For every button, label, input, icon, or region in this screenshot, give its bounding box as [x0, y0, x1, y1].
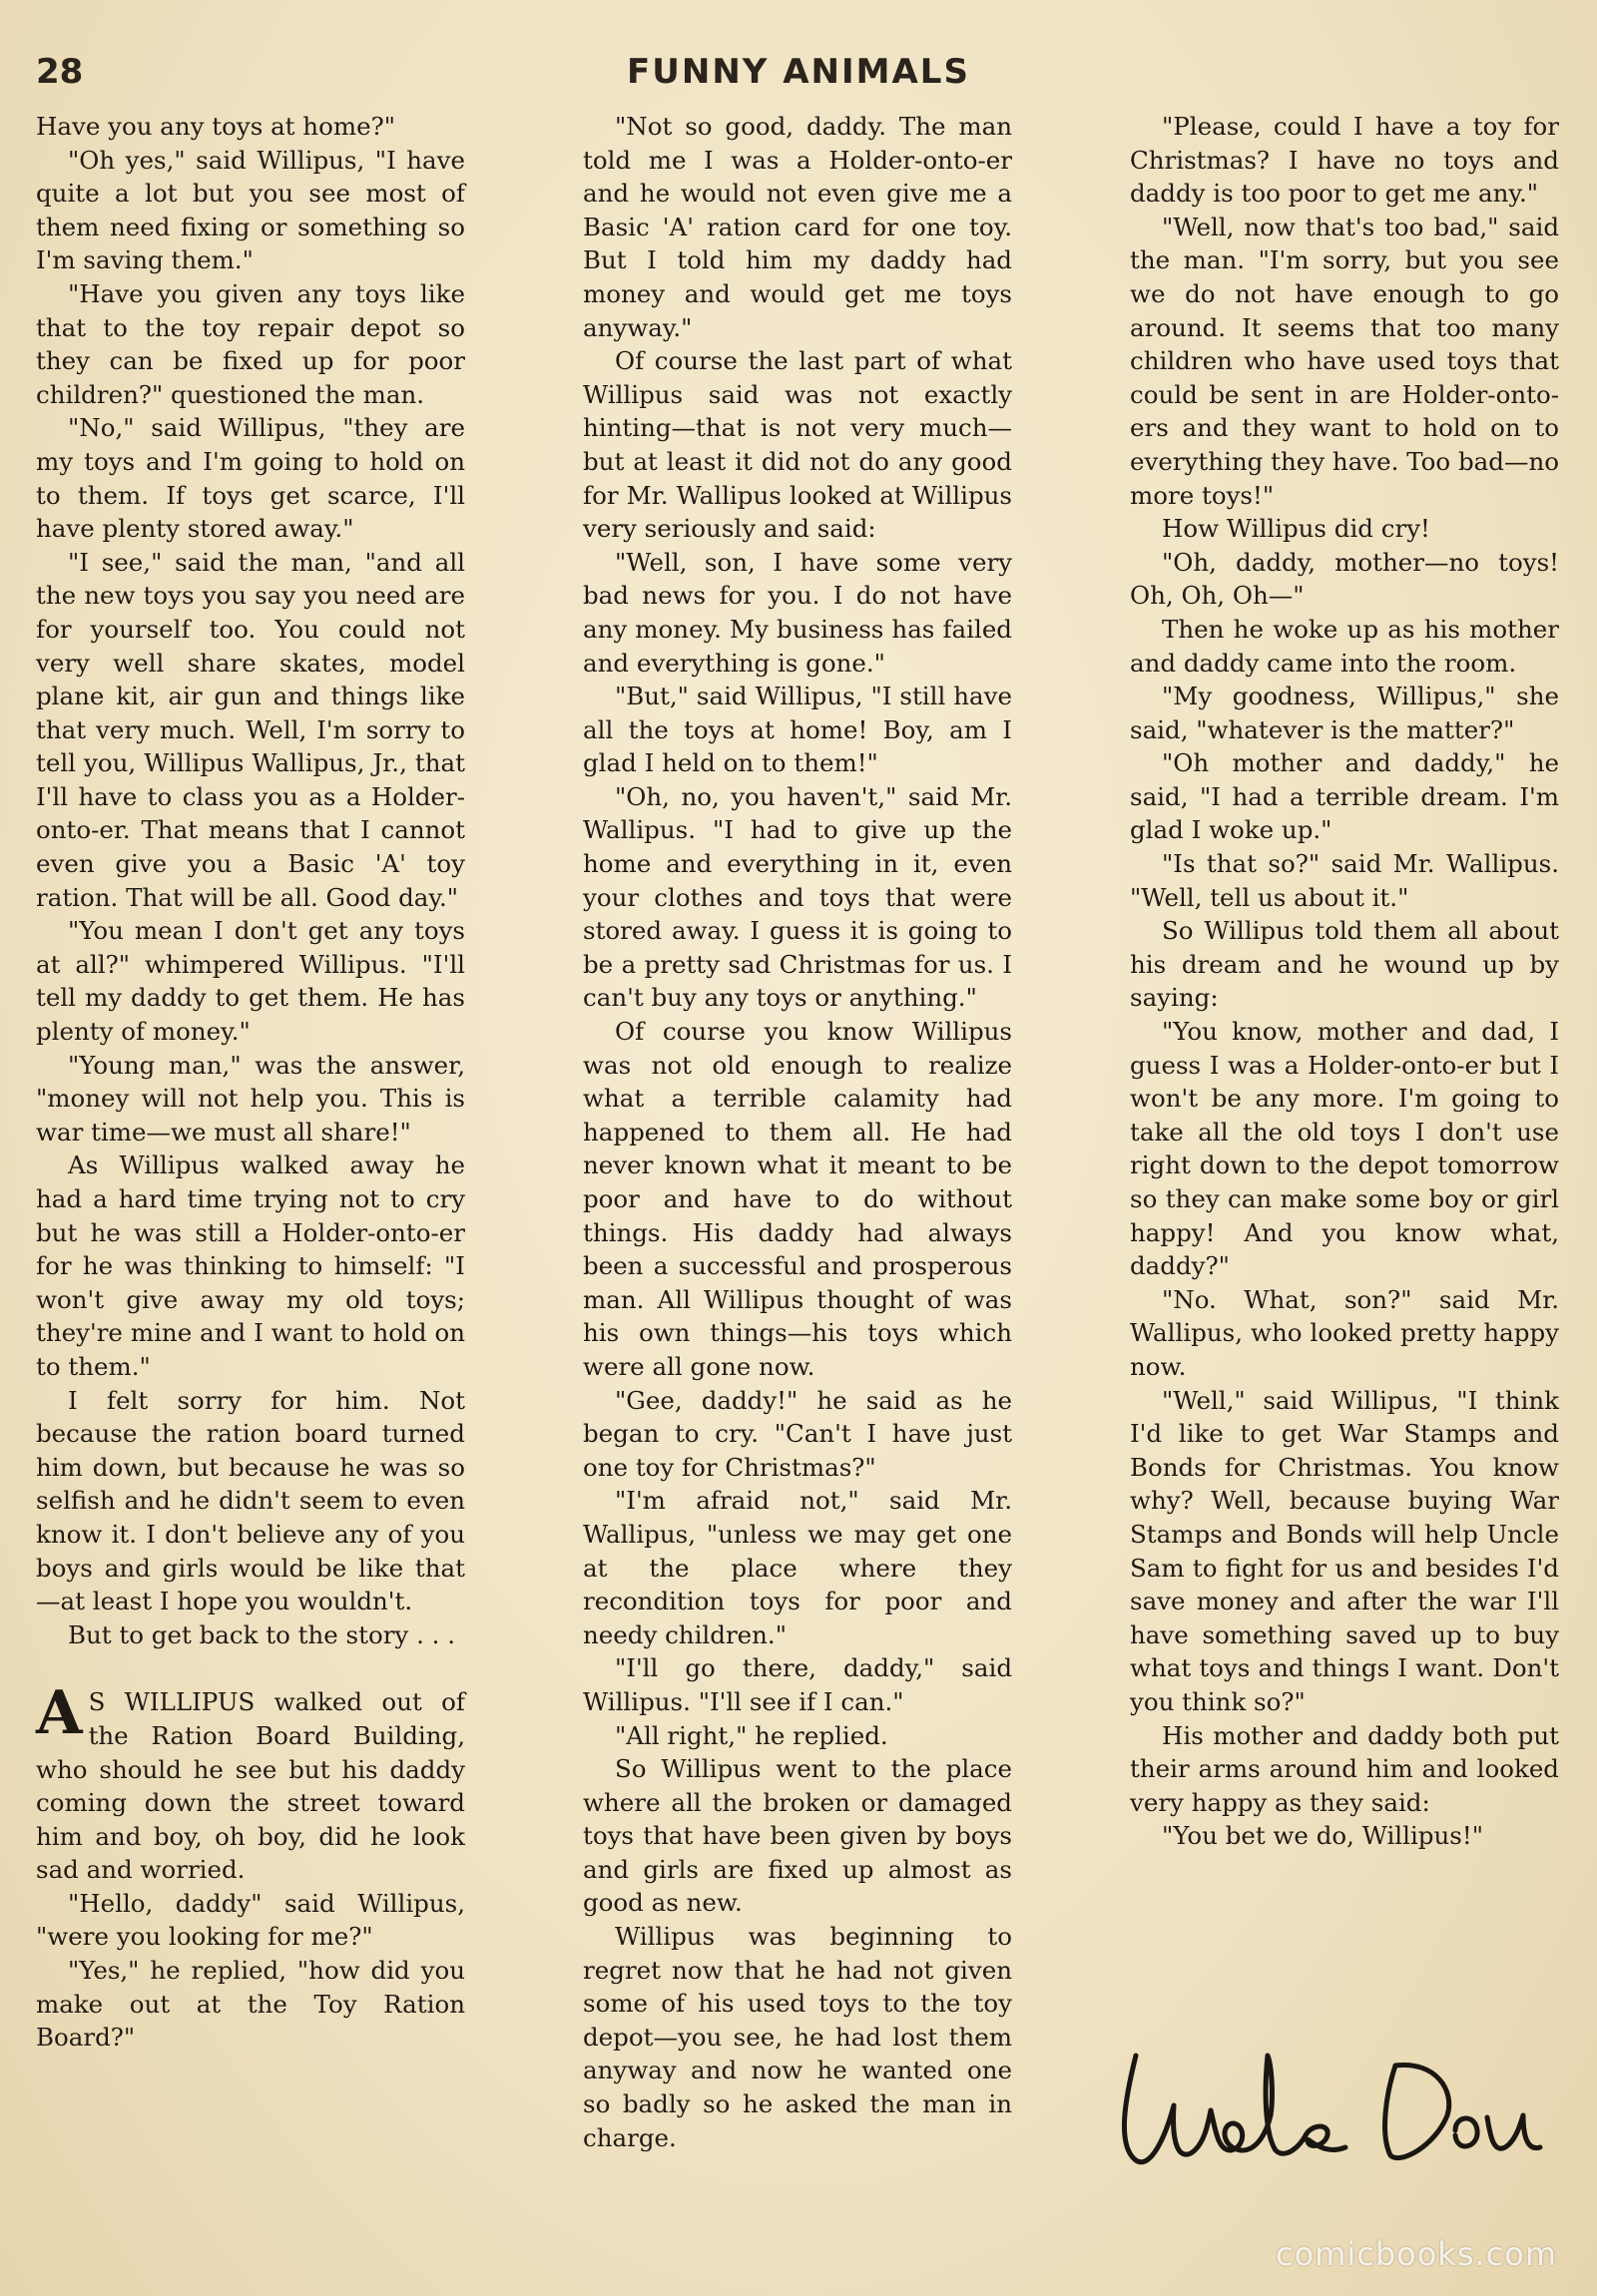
paragraph: Willipus was beginning to regret now that he had not given some of his used toys to the toy depot—you see, he had lost them anyway and now he wanted one so badly so he asked the man in charge.	[583, 1922, 1012, 2152]
paragraph: I felt sorry for him. Not because the ration board turned him down, but because he was so selfish and he didn't seem to even know it. I don't believe any of you boys and girls would be like that—at least I hope you wouldn't.	[36, 1385, 465, 1616]
page-number: 28	[36, 52, 84, 92]
section-break	[36, 1651, 465, 1685]
text-column-3	[1130, 110, 1559, 1853]
paragraph: "Yes," he replied, "how did you make out at the Toy Ration Board?"	[36, 1956, 465, 2053]
paragraph: "Is that so?" said Mr. Wallipus. "Well, tell us about it."	[1130, 849, 1559, 912]
paragraph: How Willipus did cry!	[1162, 514, 1430, 544]
paragraph: "Please, could I have a toy for Christmas? I have no toys and daddy is too poor to get me any."	[1130, 112, 1559, 209]
drop-cap: A	[36, 1678, 83, 1749]
paragraph: "Well," said Willipus, "I think I'd like to get War Stamps and Bonds for Christmas. You know why? Well, because buying War Stamps and Bonds will help Uncle Sam to fight for us and besides I'd save money and after the war I'll have something saved up to buy what toys and things I want. Don't you think so?"	[1130, 1385, 1559, 1716]
paragraph: "I'm afraid not," said Mr. Wallipus, "unless we may get one at the place where they recondition toys for poor and needy children."	[583, 1486, 1012, 1649]
text-column-1	[36, 110, 465, 2055]
signature	[1096, 2036, 1555, 2185]
paragraph: "But," said Willipus, "I still have all the toys at home! Boy, am I glad I held on to them!"	[583, 682, 1012, 778]
paragraph: Of course the last part of what Willipus said was not exactly hinting—that is not very much—but at least it did not do any good for Mr. Wallipus looked at Willipus very seriously and said:	[583, 346, 1012, 544]
text-column-2	[583, 110, 1012, 2154]
drop-cap-paragraph	[36, 1678, 465, 1887]
paragraph: "No. What, son?" said Mr. Wallipus, who looked pretty happy now.	[1130, 1284, 1559, 1381]
paragraph: "All right," he replied.	[615, 1720, 888, 1750]
paragraph: "I see," said the man, "and all the new toys you say you need are for yourself too. You could not very well share skates, model plane kit, air gun and things like that very much. Well, I'm sorry to tell you, Willipus Wallipus, Jr., that I'll have to class you as a Holder-onto-er. That means that I cannot even give you a Basic 'A' toy ration. That will be all. Good day."	[36, 547, 465, 912]
paragraph: "You bet we do, Willipus!"	[1162, 1821, 1483, 1851]
paragraph: Then he woke up as his mother and daddy came into the room.	[1130, 614, 1559, 678]
paragraph: So Willipus told them all about his dream and he wound up by saying:	[1130, 916, 1559, 1013]
paragraph: "Well, now that's too bad," said the man. "I'm sorry, but you see we do not have enough to go around. It seems that too many children who have used toys that could be sent in are Holder-onto-ers and they want to hold on to everything they have. Too bad—no more toys!"	[1130, 212, 1559, 510]
paragraph: "Young man," was the answer, "money will not help you. This is war time—we must all share!"	[36, 1050, 465, 1147]
paragraph: As Willipus walked away he had a hard time trying not to cry but he was still a Holder-onto-er for he was thinking to himself: "I won't give away my old toys; they're mine and I want to hold on to them."	[36, 1150, 465, 1381]
paragraph: "Well, son, I have some very bad news for you. I do not have any money. My business has failed and everything is gone."	[583, 547, 1012, 678]
paragraph: "Not so good, daddy. The man told me I was a Holder-onto-er and he would not even give me a Basic 'A' ration card for one toy. But I told him my daddy had money and would get me toys anyway."	[583, 112, 1012, 342]
page-header	[36, 52, 1561, 98]
paragraph: But to get back to the story . . .	[68, 1619, 456, 1649]
paragraph: Have you any toys at home?"	[36, 112, 395, 141]
signature-icon	[1096, 2036, 1555, 2185]
paragraph: "I'll go there, daddy," said Willipus. "I'll see if I can."	[583, 1653, 1012, 1716]
paragraph: "Have you given any toys like that to the toy repair depot so they can be fixed up for poor children?" questioned the man.	[36, 278, 465, 409]
paragraph: "Oh mother and daddy," he said, "I had a terrible dream. I'm glad I woke up."	[1130, 748, 1559, 845]
watermark: comicbooks.com	[1275, 2235, 1557, 2273]
paragraph: "My goodness, Willipus," she said, "whatever is the matter?"	[1130, 682, 1559, 744]
paragraph: "Oh, daddy, mother—no toys! Oh, Oh, Oh—"	[1130, 547, 1559, 611]
running-title: FUNNY ANIMALS	[627, 52, 970, 92]
paragraph: "No," said Willipus, "they are my toys and I'm going to hold on to them. If toys get scarce, I'll have plenty stored away."	[36, 413, 465, 544]
paragraph: "Gee, daddy!" he said as he began to cry. "Can't I have just one toy for Christmas?"	[583, 1385, 1012, 1482]
paragraph: "Oh yes," said Willipus, "I have quite a lot but you see most of them need fixing or something so I'm saving them."	[36, 145, 465, 275]
paragraph: So Willipus went to the place where all the broken or damaged toys that have been given by boys and girls are fixed up almost as good as new.	[583, 1754, 1012, 1918]
paragraph: "You know, mother and dad, I guess I was a Holder-onto-er but I won't be any more. I'm going to take all the old toys I don't use right down to the depot tomorrow so they can make some boy or girl happy! And you know what, daddy?"	[1130, 1017, 1559, 1281]
paragraph: "Hello, daddy" said Willipus, "were you looking for me?"	[36, 1888, 465, 1952]
paragraph: Of course you know Willipus was not old enough to realize what a terrible calamity had happened to them all. He had never known what it meant to be poor and have to do without things. His daddy had always been a successful and prosperous man. All Willipus thought of was his own things—his toys which were all gone now.	[583, 1017, 1012, 1381]
paragraph: His mother and daddy both put their arms around him and looked very happy as they said:	[1130, 1720, 1559, 1817]
drop-cap-paragraph-text: S WILLIPUS walked out of the Ration Board Building, who should he see but his daddy coming down the street toward him and boy, oh boy, did he look sad and worried.	[36, 1687, 465, 1885]
paragraph: "Oh, no, you haven't," said Mr. Wallipus. "I had to give up the home and everything in it, even your clothes and toys that were stored away. I guess it is going to be a pretty sad Christmas for us. I can't buy any toys or anything."	[583, 781, 1012, 1013]
paragraph: "You mean I don't get any toys at all?" whimpered Willipus. "I'll tell my daddy to get them. He has plenty of money."	[36, 916, 465, 1047]
